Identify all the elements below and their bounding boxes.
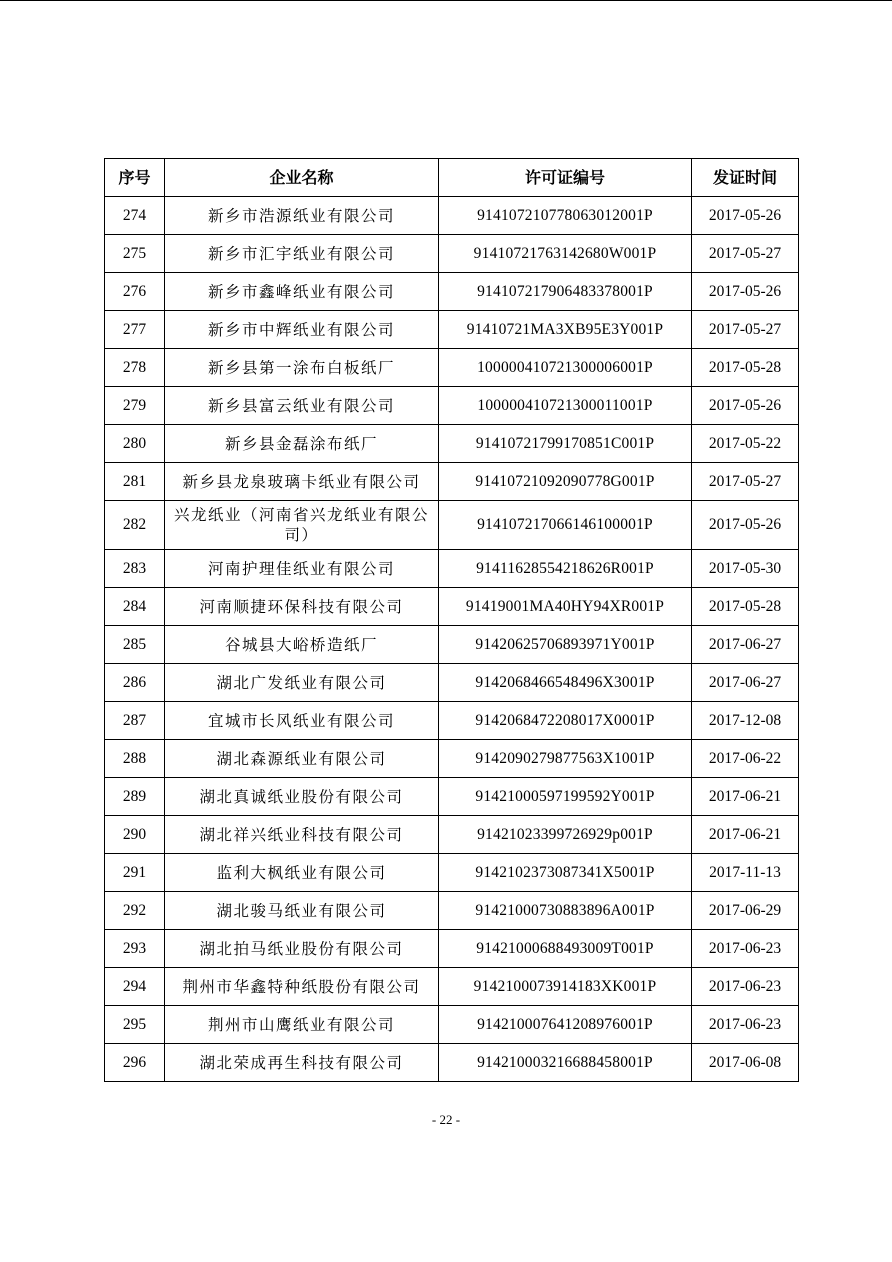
row-company-name: 宜城市长风纸业有限公司 <box>165 702 439 740</box>
row-permit-number: 914210003216688458001P <box>439 1044 692 1082</box>
row-company-name: 新乡县富云纸业有限公司 <box>165 387 439 425</box>
row-company-name: 湖北骏马纸业有限公司 <box>165 892 439 930</box>
row-permit-number: 91410721MA3XB95E3Y001P <box>439 311 692 349</box>
table-row <box>105 664 799 702</box>
table-row <box>105 740 799 778</box>
row-seq: 274 <box>105 197 165 235</box>
row-issue-date: 2017-05-26 <box>692 273 799 311</box>
row-permit-number: 914107210778063012001P <box>439 197 692 235</box>
table-row <box>105 387 799 425</box>
table-row <box>105 854 799 892</box>
row-company-name: 湖北拍马纸业股份有限公司 <box>165 930 439 968</box>
row-permit-number: 100000410721300011001P <box>439 387 692 425</box>
row-company-name: 新乡市汇宇纸业有限公司 <box>165 235 439 273</box>
row-seq: 285 <box>105 626 165 664</box>
row-seq: 275 <box>105 235 165 273</box>
row-seq: 290 <box>105 816 165 854</box>
row-company-name: 荆州市山鹰纸业有限公司 <box>165 1006 439 1044</box>
table-row <box>105 778 799 816</box>
row-company-name: 监利大枫纸业有限公司 <box>165 854 439 892</box>
row-seq: 280 <box>105 425 165 463</box>
table-row <box>105 816 799 854</box>
row-issue-date: 2017-06-08 <box>692 1044 799 1082</box>
row-issue-date: 2017-05-26 <box>692 387 799 425</box>
header-company-name: 企业名称 <box>165 159 439 197</box>
row-issue-date: 2017-05-27 <box>692 235 799 273</box>
row-issue-date: 2017-05-28 <box>692 349 799 387</box>
row-seq: 287 <box>105 702 165 740</box>
row-company-name: 河南护理佳纸业有限公司 <box>165 550 439 588</box>
row-permit-number: 91419001MA40HY94XR001P <box>439 588 692 626</box>
row-company-name: 荆州市华鑫特种纸股份有限公司 <box>165 968 439 1006</box>
row-permit-number: 100000410721300006001P <box>439 349 692 387</box>
row-seq: 279 <box>105 387 165 425</box>
row-company-name: 新乡县第一涂布白板纸厂 <box>165 349 439 387</box>
permit-table <box>104 158 799 1082</box>
row-permit-number: 9142068466548496X3001P <box>439 664 692 702</box>
row-permit-number: 91421000730883896A001P <box>439 892 692 930</box>
row-seq: 294 <box>105 968 165 1006</box>
row-seq: 289 <box>105 778 165 816</box>
row-issue-date: 2017-11-13 <box>692 854 799 892</box>
row-issue-date: 2017-05-27 <box>692 463 799 501</box>
table-row <box>105 349 799 387</box>
row-company-name: 兴龙纸业（河南省兴龙纸业有限公司） <box>165 501 439 550</box>
row-permit-number: 91410721092090778G001P <box>439 463 692 501</box>
row-seq: 277 <box>105 311 165 349</box>
row-permit-number: 91421023399726929p001P <box>439 816 692 854</box>
page-number: - 22 - <box>431 1112 461 1127</box>
header-seq: 序号 <box>105 159 165 197</box>
row-permit-number: 91421000688493009T001P <box>439 930 692 968</box>
row-seq: 295 <box>105 1006 165 1044</box>
row-issue-date: 2017-05-26 <box>692 501 799 550</box>
row-seq: 282 <box>105 501 165 550</box>
row-permit-number: 91420625706893971Y001P <box>439 626 692 664</box>
row-company-name: 湖北荣成再生科技有限公司 <box>165 1044 439 1082</box>
table-row <box>105 702 799 740</box>
row-issue-date: 2017-06-21 <box>692 778 799 816</box>
row-company-name: 新乡市中辉纸业有限公司 <box>165 311 439 349</box>
row-permit-number: 91421000597199592Y001P <box>439 778 692 816</box>
row-seq: 293 <box>105 930 165 968</box>
row-seq: 292 <box>105 892 165 930</box>
row-seq: 283 <box>105 550 165 588</box>
row-permit-number: 91410721799170851C001P <box>439 425 692 463</box>
row-issue-date: 2017-06-23 <box>692 1006 799 1044</box>
table-row <box>105 626 799 664</box>
row-issue-date: 2017-06-22 <box>692 740 799 778</box>
row-issue-date: 2017-06-27 <box>692 664 799 702</box>
row-company-name: 河南顺捷环保科技有限公司 <box>165 588 439 626</box>
table-row <box>105 892 799 930</box>
table-row <box>105 425 799 463</box>
row-permit-number: 9142090279877563X1001P <box>439 740 692 778</box>
row-issue-date: 2017-05-26 <box>692 197 799 235</box>
table-row <box>105 311 799 349</box>
row-permit-number: 91410721763142680W001P <box>439 235 692 273</box>
row-issue-date: 2017-05-27 <box>692 311 799 349</box>
row-issue-date: 2017-05-22 <box>692 425 799 463</box>
row-company-name: 湖北真诚纸业股份有限公司 <box>165 778 439 816</box>
table-row <box>105 588 799 626</box>
row-company-name: 新乡市鑫峰纸业有限公司 <box>165 273 439 311</box>
row-company-name: 湖北广发纸业有限公司 <box>165 664 439 702</box>
row-seq: 281 <box>105 463 165 501</box>
row-seq: 291 <box>105 854 165 892</box>
row-issue-date: 2017-06-27 <box>692 626 799 664</box>
row-permit-number: 9142102373087341X5001P <box>439 854 692 892</box>
table-row <box>105 968 799 1006</box>
row-issue-date: 2017-06-23 <box>692 930 799 968</box>
table-row <box>105 1006 799 1044</box>
table-row <box>105 930 799 968</box>
header-issue-date: 发证时间 <box>692 159 799 197</box>
row-issue-date: 2017-06-21 <box>692 816 799 854</box>
row-issue-date: 2017-05-28 <box>692 588 799 626</box>
table-row <box>105 550 799 588</box>
row-issue-date: 2017-12-08 <box>692 702 799 740</box>
row-seq: 278 <box>105 349 165 387</box>
header-permit-number: 许可证编号 <box>439 159 692 197</box>
row-company-name: 谷城县大峪桥造纸厂 <box>165 626 439 664</box>
table-row <box>105 273 799 311</box>
row-permit-number: 9142100073914183XK001P <box>439 968 692 1006</box>
row-permit-number: 914107217066146100001P <box>439 501 692 550</box>
row-seq: 276 <box>105 273 165 311</box>
table-row <box>105 501 799 550</box>
row-company-name: 湖北森源纸业有限公司 <box>165 740 439 778</box>
row-company-name: 新乡市浩源纸业有限公司 <box>165 197 439 235</box>
top-rule <box>0 0 892 1</box>
table-row <box>105 197 799 235</box>
row-permit-number: 914210007641208976001P <box>439 1006 692 1044</box>
row-company-name: 新乡县金磊涂布纸厂 <box>165 425 439 463</box>
row-seq: 286 <box>105 664 165 702</box>
row-company-name: 新乡县龙泉玻璃卡纸业有限公司 <box>165 463 439 501</box>
row-seq: 296 <box>105 1044 165 1082</box>
row-company-name: 湖北祥兴纸业科技有限公司 <box>165 816 439 854</box>
row-issue-date: 2017-06-23 <box>692 968 799 1006</box>
table-row <box>105 235 799 273</box>
row-issue-date: 2017-06-29 <box>692 892 799 930</box>
row-issue-date: 2017-05-30 <box>692 550 799 588</box>
row-permit-number: 9142068472208017X0001P <box>439 702 692 740</box>
table-row <box>105 1044 799 1082</box>
header-row <box>105 159 799 197</box>
row-permit-number: 91411628554218626R001P <box>439 550 692 588</box>
row-permit-number: 914107217906483378001P <box>439 273 692 311</box>
row-seq: 284 <box>105 588 165 626</box>
table-row <box>105 463 799 501</box>
row-seq: 288 <box>105 740 165 778</box>
